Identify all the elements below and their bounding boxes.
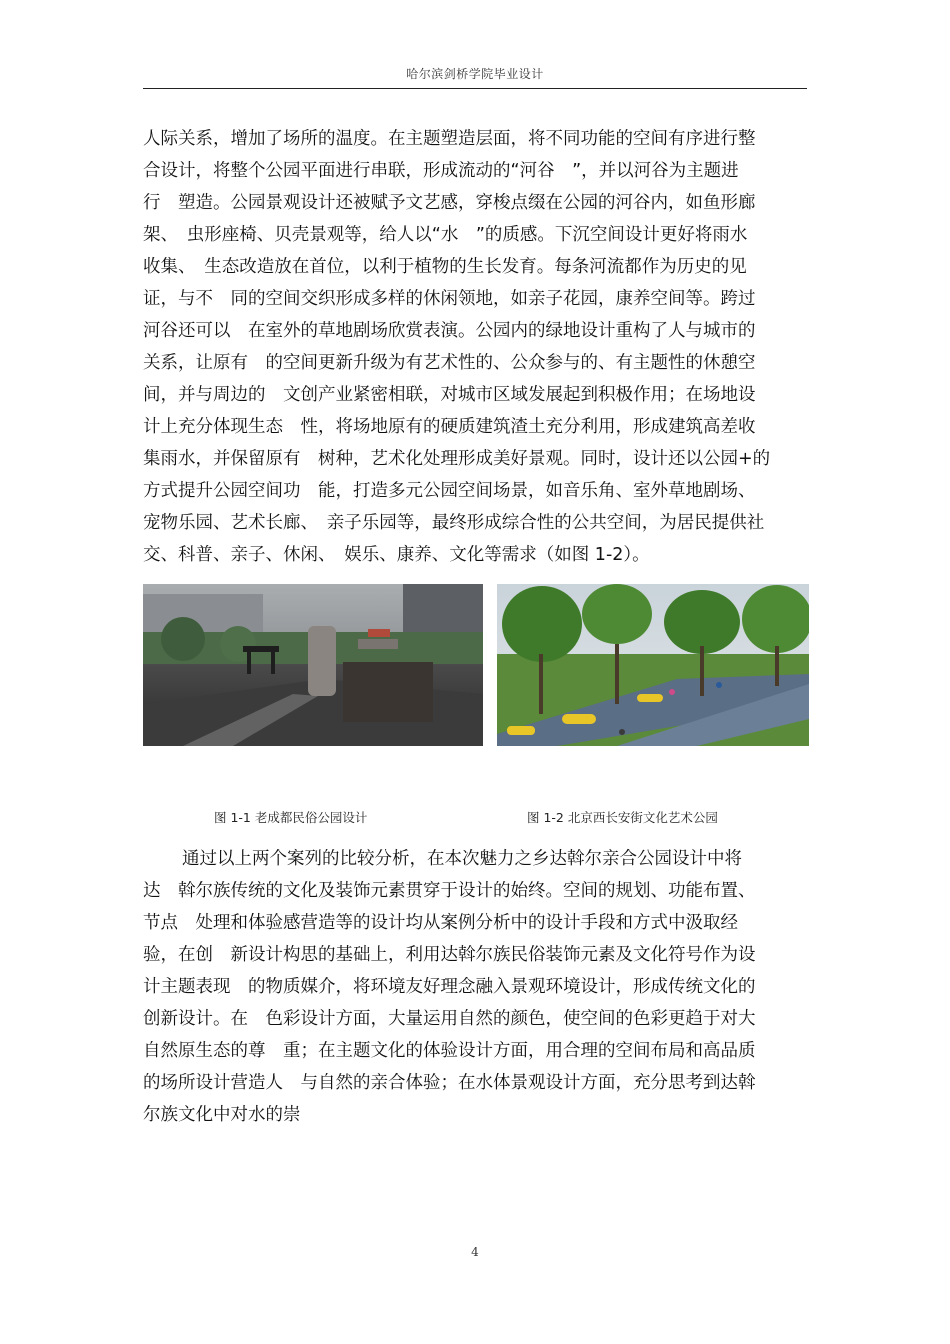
paragraph-line: 节点 处理和体验感营造等的设计均从案例分析中的设计手段和方式中汲取经: [143, 913, 738, 933]
paragraph-line: 集雨水，并保留原有 树种，艺术化处理形成美好景观。同时，设计还以公园+的: [143, 449, 771, 469]
paragraph-line: 通过以上两个案列的比较分析，在本次魅力之乡达斡尔亲合公园设计中将: [182, 849, 742, 869]
paragraph-line: 间，并与周边的 文创产业紧密相联，对城市区域发展起到积极作用；在场地设: [143, 385, 756, 405]
paragraph-2: [143, 843, 813, 1131]
paragraph-1: [143, 123, 813, 571]
figure-1-2-image: [497, 584, 809, 746]
figure-1-1-image: [143, 584, 483, 746]
figure-1-2-caption: 图 1-2 北京西长安街文化艺术公园: [527, 810, 718, 825]
paragraph-line: 自然原生态的尊 重；在主题文化的体验设计方面，用合理的空间布局和高品质: [143, 1041, 756, 1061]
paragraph-line: 计主题表现 的物质媒介，将环境友好理念融入景观环境设计，形成传统文化的: [143, 977, 756, 997]
page-number: 4: [471, 1245, 479, 1259]
figure-1-1-caption: 图 1-1 老成都民俗公园设计: [214, 810, 368, 825]
running-header: 哈尔滨剑桥学院毕业设计: [406, 67, 544, 81]
paragraph-line: 河谷还可以 在室外的草地剧场欣赏表演。公园内的绿地设计重构了人与城市的: [143, 321, 756, 341]
paragraph-line: 验，在创 新设计构思的基础上，利用达斡尔族民俗装饰元素及文化符号作为设: [143, 945, 756, 965]
paragraph-line: 方式提升公园空间功 能，打造多元公园空间场景，如音乐角、室外草地剧场、: [143, 481, 756, 501]
paragraph-line: 收集、 生态改造放在首位，以利于植物的生长发育。每条河流都作为历史的见: [143, 257, 747, 277]
header-rule: [143, 88, 807, 89]
paragraph-line: 架、 虫形座椅、贝壳景观等，给人以“水 ”的质感。下沉空间设计更好将雨水: [143, 225, 748, 245]
paragraph-line: 关系，让原有 的空间更新升级为有艺术性的、公众参与的、有主题性的休憩空: [143, 353, 756, 373]
figure-1-1-photo: [143, 584, 483, 746]
paragraph-line: 尔族文化中对水的崇: [143, 1105, 301, 1125]
paragraph-line: 合设计，将整个公园平面进行串联，形成流动的“河谷 ”，并以河谷为主题进: [143, 161, 739, 181]
paragraph-line: 创新设计。在 色彩设计方面，大量运用自然的颜色，使空间的色彩更趋于对大: [143, 1009, 756, 1029]
paragraph-line: 人际关系，增加了场所的温度。在主题塑造层面，将不同功能的空间有序进行整: [143, 129, 756, 149]
paragraph-line: 交、科普、亲子、休闲、 娱乐、康养、文化等需求（如图 1-2）。: [143, 545, 650, 565]
paragraph-line: 计上充分体现生态 性，将场地原有的硬质建筑渣土充分利用，形成建筑高差收: [143, 417, 756, 437]
paragraph-line: 宠物乐园、艺术长廊、 亲子乐园等，最终形成综合性的公共空间，为居民提供社: [143, 513, 765, 533]
paragraph-line: 证，与不 同的空间交织形成多样的休闲领地，如亲子花园，康养空间等。跨过: [143, 289, 756, 309]
paragraph-line: 的场所设计营造人 与自然的亲合体验；在水体景观设计方面，充分思考到达斡: [143, 1073, 756, 1093]
figure-1-2-photo: [497, 584, 809, 746]
paragraph-line: 行 塑造。公园景观设计还被赋予文艺感，穿梭点缀在公园的河谷内，如鱼形廊: [143, 193, 756, 213]
paragraph-line: 达 斡尔族传统的文化及装饰元素贯穿于设计的始终。空间的规划、功能布置、: [143, 881, 756, 901]
